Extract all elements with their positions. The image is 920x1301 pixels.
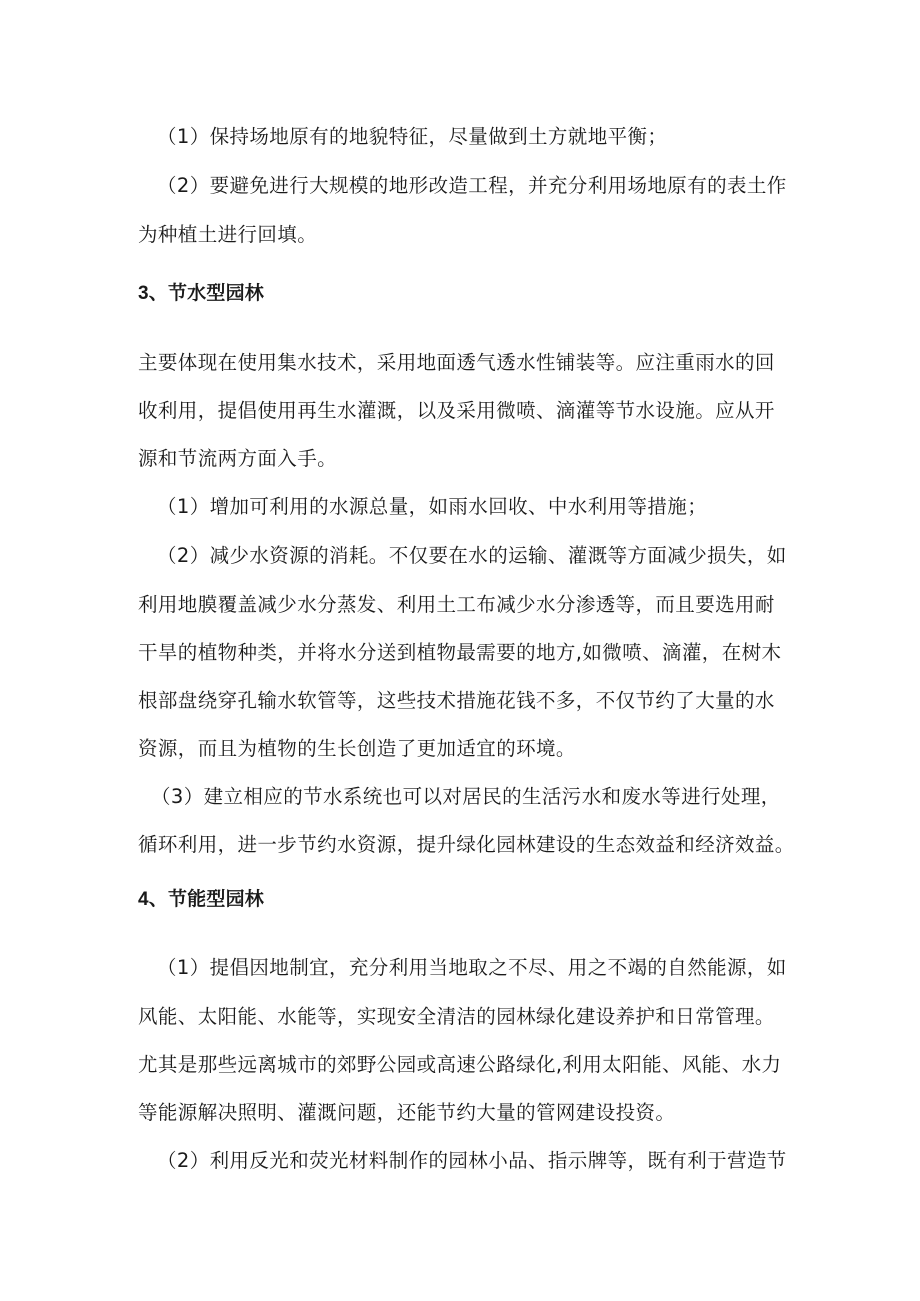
paragraph-line: 风能、太阳能、水能等，实现安全清洁的园林绿化建设养护和日常管理。 xyxy=(138,1005,775,1028)
paragraph-line: （2）要避免进行大规模的地形改造工程，并充分利用场地原有的表土作 xyxy=(157,174,787,197)
paragraph-line: （2）减少水资源的消耗。不仅要在水的运输、灌溉等方面减少损失，如 xyxy=(157,544,787,567)
section-heading: 4、节能型园林 xyxy=(138,889,264,910)
paragraph-line: 主要体现在使用集水技术，采用地面透气透水性铺装等。应注重雨水的回 xyxy=(138,351,775,374)
section-heading: 3、节水型园林 xyxy=(138,283,264,304)
paragraph-line: （2）利用反光和荧光材料制作的园林小品、指示牌等，既有利于营造节 xyxy=(157,1149,787,1172)
paragraph-line: 资源，而且为植物的生长创造了更加适宜的环境。 xyxy=(138,737,576,760)
paragraph-line: 为种植土进行回填。 xyxy=(138,223,318,246)
paragraph-line: 源和节流两方面入手。 xyxy=(138,447,338,470)
paragraph-line: （1）提倡因地制宜，充分利用当地取之不尽、用之不竭的自然能源，如 xyxy=(157,956,787,979)
paragraph-line: 干旱的植物种类，并将水分送到植物最需要的地方,如微喷、滴灌，在树木 xyxy=(138,641,782,664)
paragraph-line: 等能源解决照明、灌溉问题，还能节约大量的管网建设投资。 xyxy=(138,1101,676,1124)
paragraph-line: 利用地膜覆盖减少水分蒸发、利用土工布减少水分渗透等，而且要选用耐 xyxy=(138,593,775,616)
paragraph-line: 根部盘绕穿孔输水软管等，这些技术措施花钱不多，不仅节约了大量的水 xyxy=(138,689,775,712)
paragraph-line: 尤其是那些远离城市的郊野公园或高速公路绿化,利用太阳能、风能、水力 xyxy=(138,1053,782,1076)
paragraph-line: （3）建立相应的节水系统也可以对居民的生活污水和废水等进行处理， xyxy=(151,785,781,808)
paragraph-line: （1）增加可利用的水源总量，如雨水回收、中水利用等措施； xyxy=(157,495,708,518)
paragraph-line: 收利用，提倡使用再生水灌溉，以及采用微喷、滴灌等节水设施。应从开 xyxy=(138,399,775,422)
paragraph-line: 循环利用，进一步节约水资源，提升绿化园林建设的生态效益和经济效益。 xyxy=(138,833,795,856)
paragraph-line: （1）保持场地原有的地貌特征，尽量做到土方就地平衡； xyxy=(157,125,668,148)
